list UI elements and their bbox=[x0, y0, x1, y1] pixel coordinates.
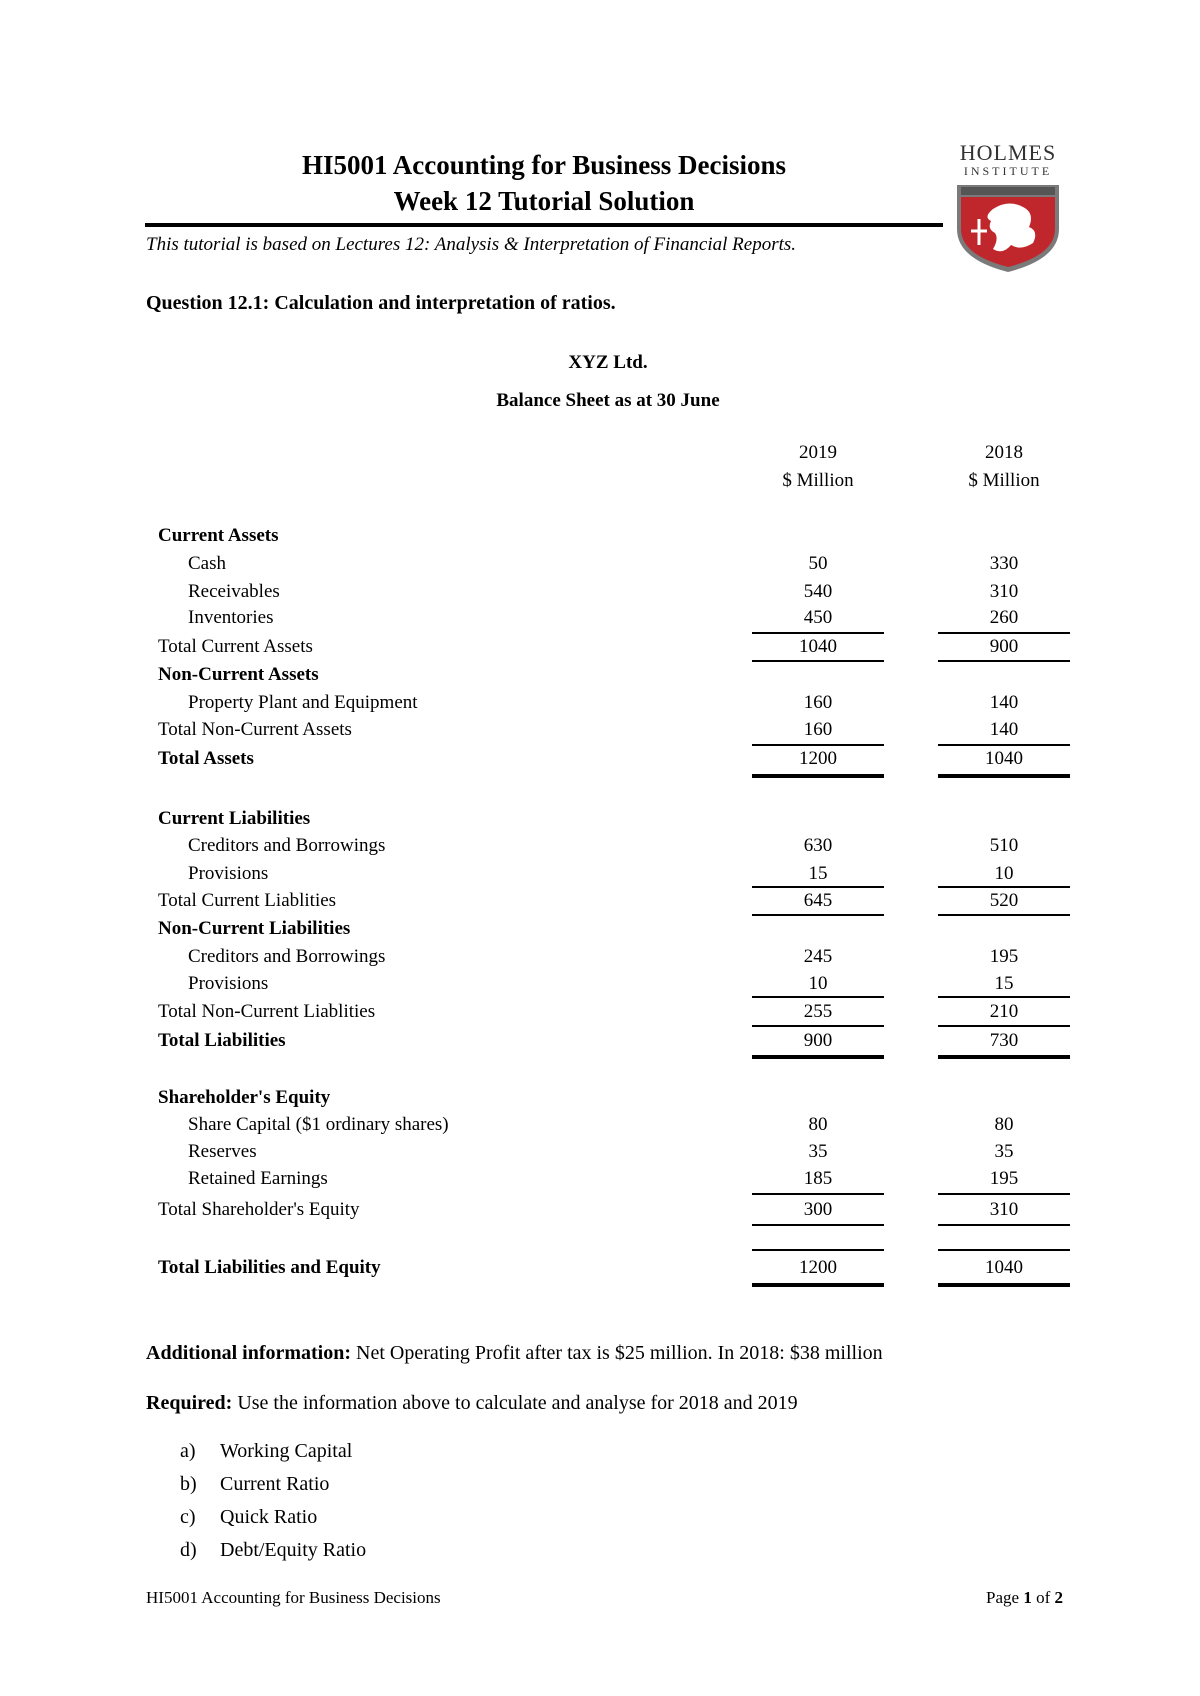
list-text: Quick Ratio bbox=[220, 1506, 318, 1528]
total-liabilities-equity-2019: 1200 bbox=[799, 1257, 837, 1278]
inventories-2019: 450 bbox=[803, 607, 833, 628]
section-current-assets: Current Assets bbox=[158, 525, 279, 546]
total-non-current-liabilities-2019: 255 bbox=[803, 1001, 833, 1022]
row-label-total-current-assets: Total Current Assets bbox=[158, 636, 313, 657]
rule bbox=[752, 1224, 884, 1226]
rule bbox=[752, 996, 884, 998]
list-item bbox=[180, 1539, 366, 1562]
rule bbox=[938, 914, 1070, 916]
rule bbox=[752, 1193, 884, 1195]
list-marker: d) bbox=[180, 1539, 197, 1561]
list-item bbox=[180, 1473, 329, 1496]
row-label-total-assets: Total Assets bbox=[158, 748, 254, 769]
document-title: HI5001 Accounting for Business Decisions bbox=[301, 150, 787, 180]
row-label-receivables: Receivables bbox=[188, 581, 280, 602]
ppe-2019: 160 bbox=[803, 692, 833, 713]
row-label-share-capital: Share Capital ($1 ordinary shares) bbox=[188, 1114, 449, 1135]
rule bbox=[752, 632, 884, 634]
rule bbox=[938, 632, 1070, 634]
list-marker: c) bbox=[180, 1506, 196, 1528]
row-label-inventories: Inventories bbox=[188, 607, 274, 628]
list-item bbox=[180, 1506, 317, 1529]
tutorial-description: This tutorial is based on Lectures 12: Analysis & Interpretation of Financial Reports. bbox=[146, 234, 797, 255]
ncl-provisions-2019: 10 bbox=[808, 973, 828, 994]
griffin-crest-icon bbox=[953, 179, 1063, 274]
company-name: XYZ Ltd. bbox=[568, 352, 648, 373]
holmes-logo bbox=[953, 140, 1063, 279]
cl-creditors-2019: 630 bbox=[803, 835, 833, 856]
rule bbox=[752, 744, 884, 746]
cl-provisions-2018: 10 bbox=[994, 863, 1014, 884]
total-non-current-assets-2018: 140 bbox=[989, 719, 1019, 740]
header-rule bbox=[145, 223, 943, 227]
col-unit-2019: $ Million bbox=[782, 470, 854, 491]
required-label: Required: bbox=[146, 1392, 233, 1414]
row-label-retained-earnings: Retained Earnings bbox=[188, 1168, 328, 1189]
receivables-2018: 310 bbox=[989, 581, 1019, 602]
share-capital-2019: 80 bbox=[808, 1114, 828, 1135]
inventories-2018: 260 bbox=[989, 607, 1019, 628]
section-current-liabilities: Current Liabilities bbox=[158, 808, 311, 829]
list-text: Working Capital bbox=[220, 1440, 353, 1462]
rule bbox=[938, 1193, 1070, 1195]
double-rule bbox=[752, 774, 884, 778]
ncl-creditors-2019: 245 bbox=[803, 946, 833, 967]
total-equity-2018: 310 bbox=[989, 1199, 1019, 1220]
row-label-cash: Cash bbox=[188, 553, 226, 574]
required-text: Use the information above to calculate and analyse for 2018 and 2019 bbox=[232, 1392, 798, 1414]
reserves-2019: 35 bbox=[808, 1141, 828, 1162]
row-label-reserves: Reserves bbox=[188, 1141, 257, 1162]
rule bbox=[938, 886, 1070, 888]
page-total: 2 bbox=[1054, 1588, 1063, 1607]
row-label-total-non-current-liabilities: Total Non-Current Liablities bbox=[158, 1001, 376, 1022]
retained-earnings-2018: 195 bbox=[989, 1168, 1019, 1189]
receivables-2019: 540 bbox=[803, 581, 833, 602]
ncl-provisions-2018: 15 bbox=[994, 973, 1014, 994]
total-current-assets-2019: 1040 bbox=[799, 636, 837, 657]
row-label-cl-creditors: Creditors and Borrowings bbox=[188, 835, 386, 856]
additional-label: Additional information: bbox=[146, 1342, 352, 1364]
row-label-total-current-liabilities: Total Current Liablities bbox=[158, 890, 337, 911]
total-liabilities-2019: 900 bbox=[803, 1030, 833, 1051]
ncl-creditors-2018: 195 bbox=[989, 946, 1019, 967]
additional-text: Net Operating Profit after tax is $25 million. In 2018: $38 million bbox=[351, 1342, 883, 1364]
reserves-2018: 35 bbox=[994, 1141, 1014, 1162]
total-liabilities-equity-2018: 1040 bbox=[985, 1257, 1023, 1278]
cl-provisions-2019: 15 bbox=[808, 863, 828, 884]
total-assets-2018: 1040 bbox=[985, 748, 1023, 769]
total-current-assets-2018: 900 bbox=[989, 636, 1019, 657]
rule bbox=[752, 914, 884, 916]
cl-creditors-2018: 510 bbox=[989, 835, 1019, 856]
section-non-current-liabilities: Non-Current Liabilities bbox=[158, 918, 351, 939]
row-label-ncl-creditors: Creditors and Borrowings bbox=[188, 946, 386, 967]
document-subtitle-week: Week 12 Tutorial Solution bbox=[393, 186, 695, 216]
total-non-current-assets-2019: 160 bbox=[803, 719, 833, 740]
page-word: Page bbox=[986, 1588, 1020, 1607]
rule bbox=[752, 886, 884, 888]
question-heading: Question 12.1: Calculation and interpretation of ratios. bbox=[146, 292, 616, 314]
statement-title: Balance Sheet as at 30 June bbox=[496, 390, 720, 411]
list-marker: b) bbox=[180, 1473, 197, 1495]
list-item bbox=[180, 1440, 352, 1463]
row-label-cl-provisions: Provisions bbox=[188, 863, 269, 884]
of-word: of bbox=[1036, 1588, 1051, 1607]
row-label-ncl-provisions: Provisions bbox=[188, 973, 269, 994]
retained-earnings-2019: 185 bbox=[803, 1168, 833, 1189]
double-rule bbox=[938, 1283, 1070, 1287]
double-rule bbox=[938, 1055, 1070, 1059]
total-equity-2019: 300 bbox=[803, 1199, 833, 1220]
double-rule bbox=[938, 774, 1070, 778]
row-label-ppe: Property Plant and Equipment bbox=[188, 692, 418, 713]
total-current-liabilities-2019: 645 bbox=[803, 890, 833, 911]
required-paragraph bbox=[146, 1392, 798, 1415]
rule bbox=[938, 1224, 1070, 1226]
logo-subname: INSTITUTE bbox=[963, 164, 1053, 178]
footer-course: HI5001 Accounting for Business Decisions bbox=[146, 1588, 441, 1607]
total-liabilities-2018: 730 bbox=[989, 1030, 1019, 1051]
list-text: Debt/Equity Ratio bbox=[220, 1539, 367, 1561]
rule bbox=[938, 660, 1070, 662]
rule bbox=[752, 660, 884, 662]
row-label-total-liabilities-equity: Total Liabilities and Equity bbox=[158, 1257, 381, 1278]
page-current: 1 bbox=[1023, 1588, 1032, 1607]
cash-2019: 50 bbox=[808, 553, 828, 574]
cash-2018: 330 bbox=[989, 553, 1019, 574]
col-year-2018: 2018 bbox=[985, 442, 1023, 463]
additional-information bbox=[146, 1342, 883, 1365]
total-current-liabilities-2018: 520 bbox=[989, 890, 1019, 911]
double-rule bbox=[752, 1283, 884, 1287]
share-capital-2018: 80 bbox=[994, 1114, 1014, 1135]
row-label-total-non-current-assets: Total Non-Current Assets bbox=[158, 719, 352, 740]
rule bbox=[752, 1249, 884, 1251]
section-non-current-assets: Non-Current Assets bbox=[158, 664, 319, 685]
section-equity: Shareholder's Equity bbox=[158, 1087, 331, 1108]
footer-page-number bbox=[986, 1588, 1063, 1608]
rule bbox=[938, 1025, 1070, 1027]
double-rule bbox=[752, 1055, 884, 1059]
row-label-total-equity: Total Shareholder's Equity bbox=[158, 1199, 360, 1220]
list-marker: a) bbox=[180, 1440, 196, 1462]
ppe-2018: 140 bbox=[989, 692, 1019, 713]
total-assets-2019: 1200 bbox=[799, 748, 837, 769]
rule bbox=[938, 744, 1070, 746]
row-label-total-liabilities: Total Liabilities bbox=[158, 1030, 286, 1051]
list-text: Current Ratio bbox=[220, 1473, 330, 1495]
col-year-2019: 2019 bbox=[799, 442, 837, 463]
logo-name: HOLMES bbox=[959, 140, 1057, 165]
rule bbox=[938, 1249, 1070, 1251]
total-non-current-liabilities-2018: 210 bbox=[989, 1001, 1019, 1022]
rule bbox=[752, 1025, 884, 1027]
col-unit-2018: $ Million bbox=[968, 470, 1040, 491]
rule bbox=[938, 996, 1070, 998]
